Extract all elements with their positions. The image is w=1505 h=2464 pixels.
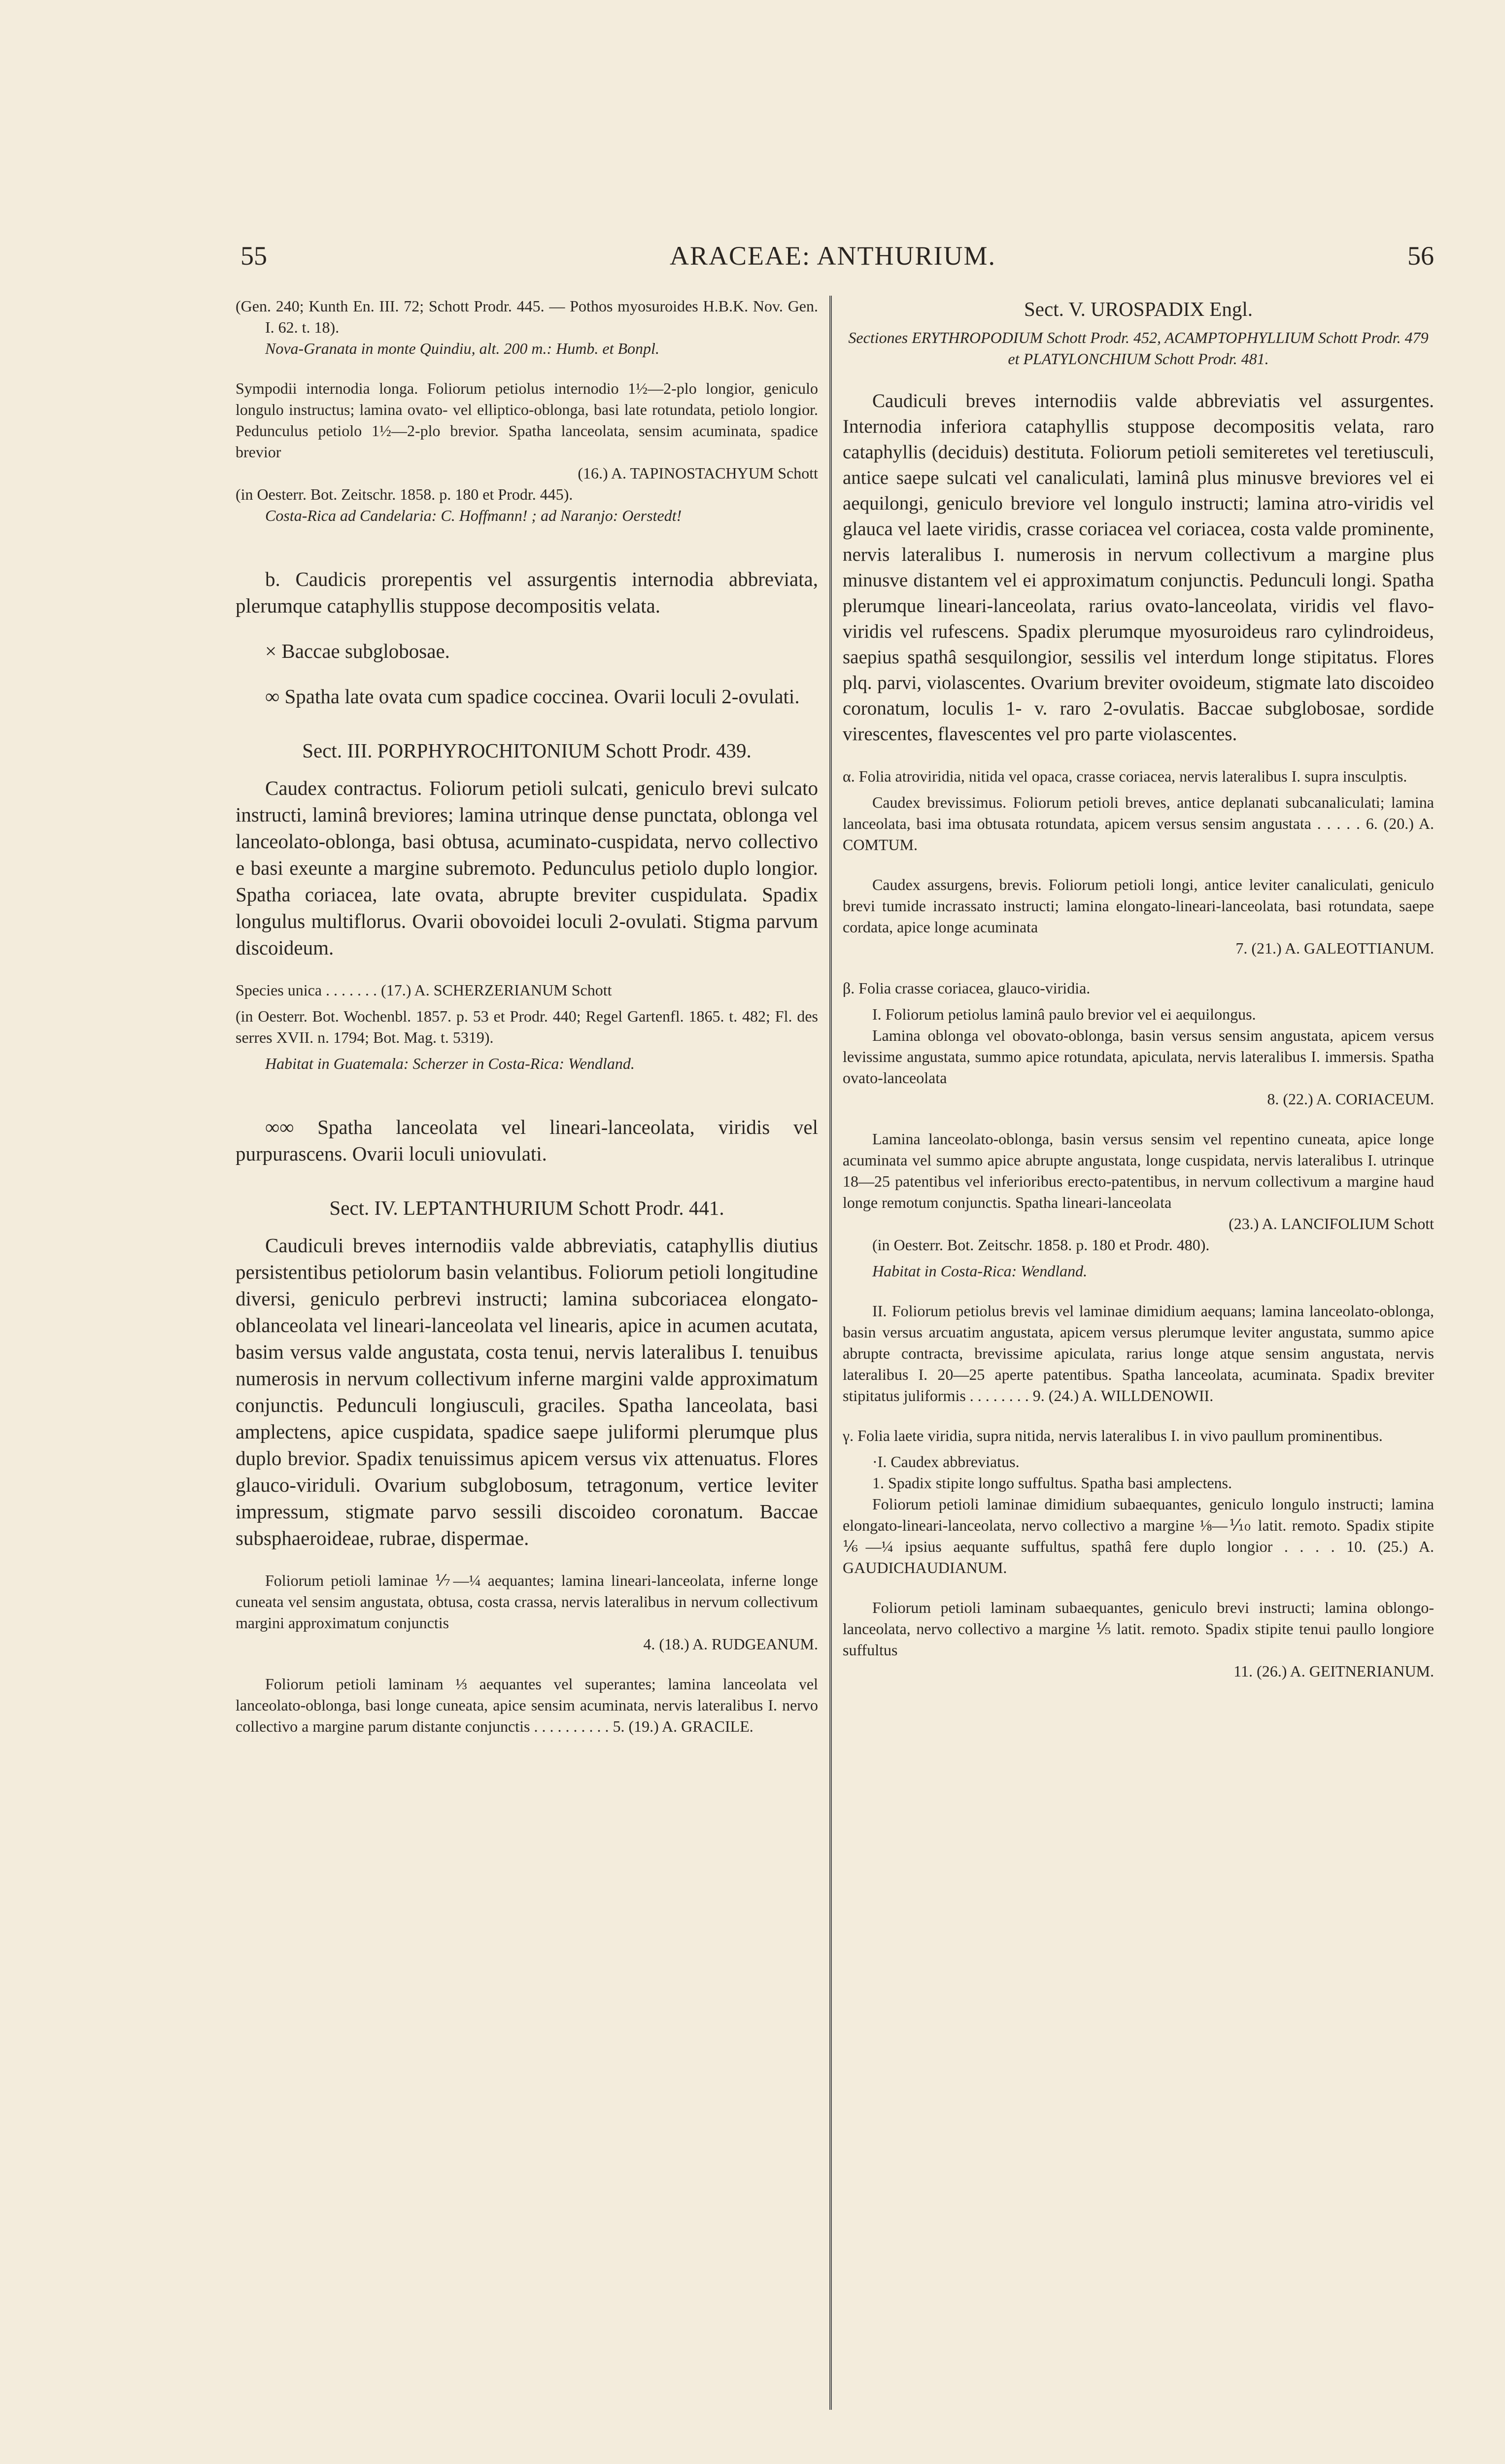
page-number-right: 56 bbox=[1407, 241, 1434, 271]
paragraph-l11: Caudex contractus. Foliorum petioli sulcati, geniculo brevi sulcato instructi, laminâ breviores; lamina utrinque dense punctata, oblonga vel lanceolato-oblonga, basi obtusa, acuminato-cuspidata, nervo collectivo e basi exeunte a margine subremoto. Pedunculus petiolo duplo longior. Spatha coriacea, late ovata, abrupte breviter cuspidulata. Spadix longulus multiflorus. Ovarii obovoidei loculi 2-ovulati. Stigma parvum discoideum. bbox=[236, 777, 818, 959]
paragraph-l08: × Baccae subglobosae. bbox=[265, 640, 450, 662]
paragraph-r13: (23.) A. LANCIFOLIUM Schott bbox=[1229, 1215, 1434, 1232]
paragraph-r02: Sectiones ERYTHROPODIUM Schott Prodr. 452, ACAMPTOPHYLLIUM Schott Prodr. 479 et PLATYLONCHIUM Schott Prodr. 481. bbox=[848, 329, 1429, 368]
paragraph-r12: Lamina lanceolato-oblonga, basin versus sensim vel repentino cuneata, apice longe acuminata vel summo apice abrupte angustata, longe cuspidata, nervis lateralibus I. utrinque 18—25 patentibus vel inferioribus erecto-patentibus, in nervum collectivum a margine haud longe remotum conjunctis. Spatha lineari-lanceolata bbox=[843, 1130, 1434, 1211]
paragraph-r04: α. Folia atroviridia, nitida vel opaca, crasse coriacea, nervis lateralibus I. supra insculptis. bbox=[843, 767, 1407, 785]
running-title: ARACEAE: ANTHURIUM. bbox=[669, 241, 996, 271]
paragraph-l03: Sympodii internodia longa. Foliorum petiolus internodio 1½—2-plo longior, geniculo longulo instructus; lamina ovato- vel elliptico-oblonga, basi late rotundata, petiolo longior. Pedunculus petiolo 1½—2-plo brevior. Spatha lanceolata, sensim acuminata, spadice brevior bbox=[236, 379, 818, 461]
paragraph-r19: 1. Spadix stipite longo suffultus. Spatha basi amplectens. bbox=[872, 1474, 1232, 1492]
paragraph-r22: 11. (26.) A. GEITNERIANUM. bbox=[1233, 1662, 1434, 1680]
paragraph-l02: Nova-Granata in monte Quindiu, alt. 200 m.: Humb. et Bonpl. bbox=[265, 340, 659, 357]
column-divider bbox=[829, 296, 832, 2410]
paragraph-r21: Foliorum petioli laminam subaequantes, geniculo brevi instructi; lamina oblongo-lanceolata, nervo collectivo a margine ⅕ latit. remoto. Spadix stipite tenui paullo longiore suffultus bbox=[843, 1599, 1434, 1659]
paragraph-l07: b. Caudicis prorepentis vel assurgentis internodia abbreviata, plerumque cataphyllis stuppose decompositis velata. bbox=[236, 568, 818, 617]
paragraph-l16: Sect. IV. LEPTANTHURIUM Schott Prodr. 441. bbox=[329, 1197, 724, 1219]
paragraph-r08: β. Folia crasse coriacea, glauco-viridia. bbox=[843, 979, 1091, 997]
paragraph-r01: Sect. V. UROSPADIX Engl. bbox=[1024, 298, 1253, 320]
paragraph-l10: Sect. III. PORPHYROCHITONIUM Schott Prodr. 439. bbox=[302, 739, 752, 762]
page-number-left: 55 bbox=[240, 241, 267, 271]
paragraph-l18: Foliorum petioli laminae ⅐—¼ aequantes; lamina lineari-lanceolata, inferne longe cuneata vel sensim angustata, obtusa, costa crassa, nervis lateralibus in nervum collectivum margini approximatum conjunctis bbox=[236, 1572, 818, 1632]
paragraph-r17: γ. Folia laete viridia, supra nitida, nervis lateralibus I. in vivo paullum prominentibus. bbox=[843, 1427, 1383, 1444]
paragraph-l04: (16.) A. TAPINOSTACHYUM Schott bbox=[578, 464, 818, 482]
paragraph-r11: 8. (22.) A. CORIACEUM. bbox=[1267, 1090, 1434, 1108]
paragraph-l19: 4. (18.) A. RUDGEANUM. bbox=[643, 1635, 818, 1653]
paragraph-l17: Caudiculi breves internodiis valde abbreviatis, cataphyllis diutius persistentibus petiolorum basin velantibus. Foliorum petioli longitudine diversi, geniculo perbrevi instructi; lamina subcoriacea elongato-oblanceolata vel lineari-lanceolata vel linearis, apice in acumen acutata, basim versus valde angustata, costa tenui, nervis lateralibus I. tenuibus numerosis in nervum collectivum inferne margini valde approximatum conjunctis. Pedunculi longiusculi, graciles. Spatha lanceolata, basi amplectens, apice cuspidata, spadice saepe juliformi plerumque plus duplo brevior. Spadix tenuissimus apicem versus vix attenuatus. Flores glauco-viriduli. Ovarium subglobosum, tetragonum, vertice leviter impressum, stigmate parvo sessili discoideo coronatum. Baccae subsphaeroideae, rubrae, dispermae. bbox=[236, 1234, 818, 1549]
paragraph-l06: Costa-Rica ad Candelaria: C. Hoffmann! ; ad Naranjo: Oerstedt! bbox=[265, 507, 682, 524]
paragraph-l12: Species unica . . . . . . . (17.) A. SCHERZERIANUM Schott bbox=[236, 981, 612, 999]
paragraph-r06: Caudex assurgens, brevis. Foliorum petioli longi, antice leviter canaliculati, geniculo brevi tumide incrassato instructi; lamina elongato-lineari-lanceolata, basi rotundata, saepe cordata, apice longe acuminata bbox=[843, 876, 1434, 936]
paragraph-l01: (Gen. 240; Kunth En. III. 72; Schott Prodr. 445. — Pothos myosuroides H.B.K. Nov. Gen. I. 62. t. 18). bbox=[236, 297, 818, 336]
paragraph-r18: ·I. Caudex abbreviatus. bbox=[872, 1453, 1020, 1471]
paragraph-l14: Habitat in Guatemala: Scherzer in Costa-Rica: Wendland. bbox=[265, 1055, 635, 1072]
paragraph-r10: Lamina oblonga vel obovato-oblonga, basin versus sensim angustata, apicem versus levissime angustata, summo apice rotundata, apiculata, nervis lateralibus I. immersis. Spatha ovato-lanceolata bbox=[843, 1027, 1434, 1087]
paragraph-l20: Foliorum petioli laminam ⅓ aequantes vel superantes; lamina lanceolata vel lanceolato-oblonga, basi longe cuneata, apice sensim acuminata, nervis lateralibus I. nervo collectivo a margine parum distante conjunctis . . . . . . . . . . 5. (19.) A. GRACILE. bbox=[236, 1675, 818, 1735]
paragraph-r03: Caudiculi breves internodiis valde abbreviatis vel assurgentes. Internodia inferiora cataphyllis stuppose decompositis velata, raro cataphyllis (deciduis) destituta. Foliorum petioli semiteretes vel teretiusculi, antice saepe sulcati vel canaliculati, laminâ plus minusve breviores vel ei aequilongi, geniculo breviore vel longulo instructi; lamina atro-viridis vel glauca vel laete viridis, crasse coriacea vel coriacea, costa valde prominente, nervis lateralibus I. numerosis in nervum collectivum a margine plus minusve distantem vel ei approximatum conjunctis. Pedunculi longi. Spatha plerumque lineari-lanceolata, rarius ovato-lanceolata, viridis vel flavo-viridis vel rufescens. Spadix plerumque myosuroideus raro cylindroideus, saepius spathâ sesquilongior, sessilis vel interdum longe stipitatus. Flores plq. parvi, violascentes. Ovarium breviter ovoideum, stigmate lato discoideo coronatum, loculis 1- v. raro 2-ovulatis. Baccae subglobosae, sordide virescentes, flavescentes vel pro parte violascentes. bbox=[843, 390, 1434, 745]
paragraph-r14: (in Oesterr. Bot. Zeitschr. 1858. p. 180 et Prodr. 480). bbox=[872, 1236, 1210, 1254]
running-header bbox=[232, 240, 1434, 280]
paragraph-r15: Habitat in Costa-Rica: Wendland. bbox=[872, 1262, 1088, 1280]
paragraph-r05: Caudex brevissimus. Foliorum petioli breves, antice deplanati subcanaliculati; lamina lanceolata, basi ima obtusata rotundata, apicem versus sensim angustata . . . . . 6. (20.) A. COMTUM. bbox=[843, 793, 1434, 854]
paragraph-l05: (in Oesterr. Bot. Zeitschr. 1858. p. 180 et Prodr. 445). bbox=[236, 485, 573, 503]
paragraph-r16: II. Foliorum petiolus brevis vel laminae dimidium aequans; lamina lanceolato-oblonga, basin versus arcuatim angustata, apicem versus plerumque leviter angustata, summo apice abrupte contracta, brevissime apiculata, rarius longe atque sensim angustata, nervis lateralibus I. 20—25 aperte patentibus. Spatha lanceolata, acuminata. Spadix breviter stipitatus juliformis . . . . . . . . 9. (24.) A. WILLDENOWII. bbox=[843, 1302, 1434, 1404]
right-column bbox=[843, 296, 1434, 1682]
paragraph-l09: ∞ Spatha late ovata cum spadice coccinea. Ovarii loculi 2-ovulati. bbox=[265, 685, 800, 708]
paragraph-l13: (in Oesterr. Bot. Wochenbl. 1857. p. 53 et Prodr. 440; Regel Gartenfl. 1865. t. 482; Fl. des serres XVII. n. 1794; Bot. Mag. t. 5319). bbox=[236, 1007, 818, 1046]
paragraph-l15: ∞∞ Spatha lanceolata vel lineari-lanceolata, viridis vel purpurascens. Ovarii loculi uniovulati. bbox=[236, 1116, 818, 1165]
paragraph-r09: I. Foliorum petiolus laminâ paulo brevior vel ei aequilongus. bbox=[872, 1005, 1256, 1023]
paragraph-r20: Foliorum petioli laminae dimidium subaequantes, geniculo longulo instructi; lamina elongato-lineari-lanceolata, nervo collectivo a margine ⅛—⅒ latit. remoto. Spadix stipite ⅙—¼ ipsius aequante suffultus, spathâ fere duplo longior . . . . 10. (25.) A. GAUDICHAUDIANUM. bbox=[843, 1495, 1434, 1576]
left-column bbox=[236, 296, 818, 1737]
paragraph-r07: 7. (21.) A. GALEOTTIANUM. bbox=[1235, 939, 1434, 957]
